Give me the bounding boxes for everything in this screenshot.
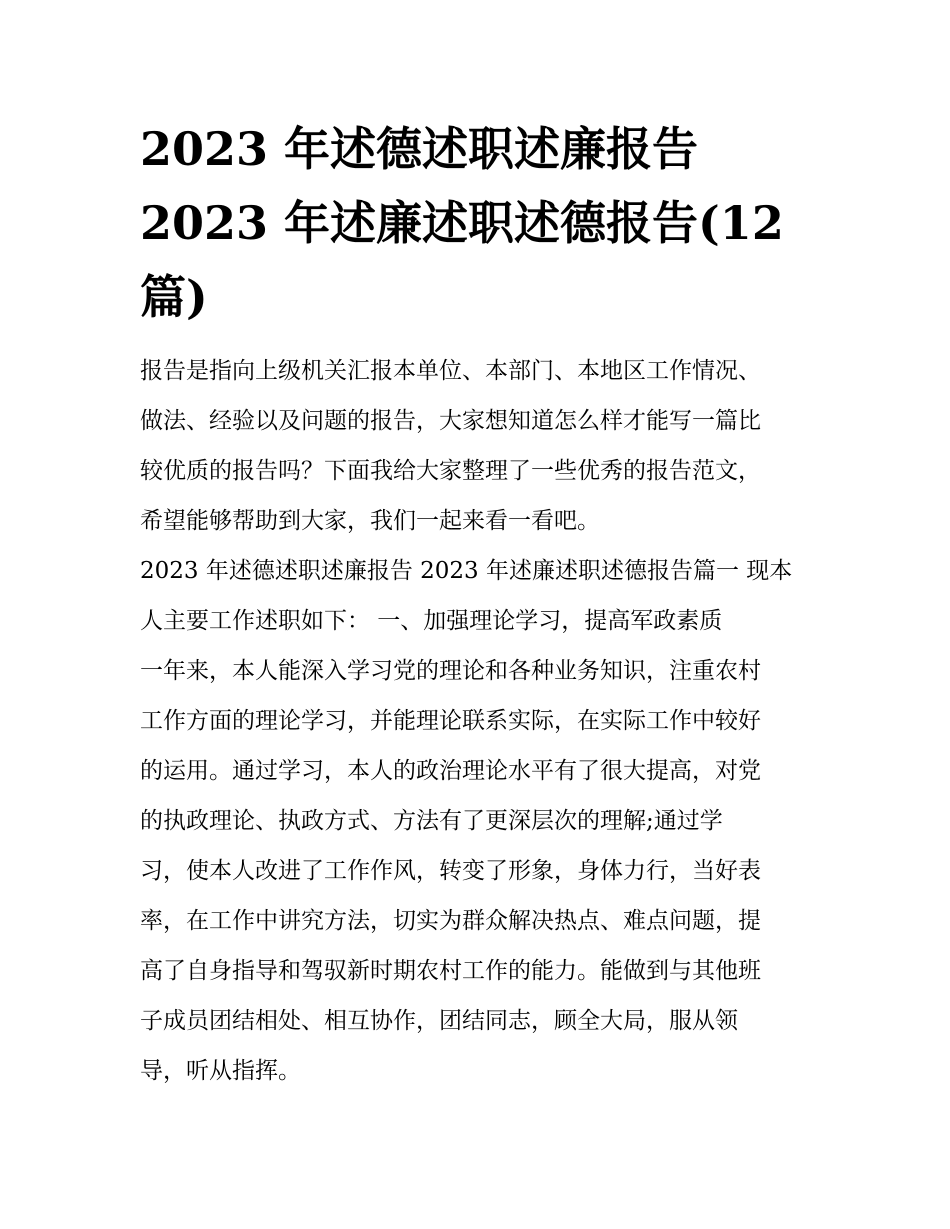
text-line: 子成员团结相处、相互协作，团结同志，顾全大局，服从领 (140, 1008, 738, 1034)
intro-paragraph (140, 346, 820, 546)
text-line: 较优质的报告吗？下面我给大家整理了一些优秀的报告范文， (140, 458, 761, 484)
document-content (140, 112, 820, 1096)
text-line: 的运用。通过学习，本人的政治理论水平有了很大提高，对党 (140, 758, 761, 784)
text-line: 工作方面的理论学习，并能理论联系实际，在实际工作中较好 (140, 708, 761, 734)
text-line: 高了自身指导和驾驭新时期农村工作的能力。能做到与其他班 (140, 958, 761, 984)
body-paragraph (140, 546, 820, 1096)
text-line: 率，在工作中讲究方法，切实为群众解决热点、难点问题，提 (140, 908, 761, 934)
document-title (140, 112, 820, 334)
text-line: 希望能够帮助到大家，我们一起来看一看吧。 (140, 508, 600, 534)
text-line: 习，使本人改进了工作作风，转变了形象，身体力行，当好表 (140, 858, 761, 884)
text-line: 的执政理论、执政方式、方法有了更深层次的理解;通过学 (140, 808, 723, 834)
text-line: 导，听从指挥。 (140, 1058, 301, 1084)
text-line: 做法、经验以及问题的报告，大家想知道怎么样才能写一篇比 (140, 408, 761, 434)
text-line: 2023 年述德述职述廉报告 2023 年述廉述职述德报告篇一 现本 (140, 558, 793, 584)
text-line: 报告是指向上级机关汇报本单位、本部门、本地区工作情况、 (140, 358, 761, 384)
title-line: 篇) (140, 270, 208, 324)
title-line: 2023 年述廉述职述德报告(12 (140, 196, 784, 250)
text-line: 一年来，本人能深入学习党的理论和各种业务知识，注重农村 (140, 658, 761, 684)
text-line: 人主要工作述职如下： 一、加强理论学习，提高军政素质 (140, 608, 723, 634)
title-line: 2023 年述德述职述廉报告 (140, 122, 699, 176)
